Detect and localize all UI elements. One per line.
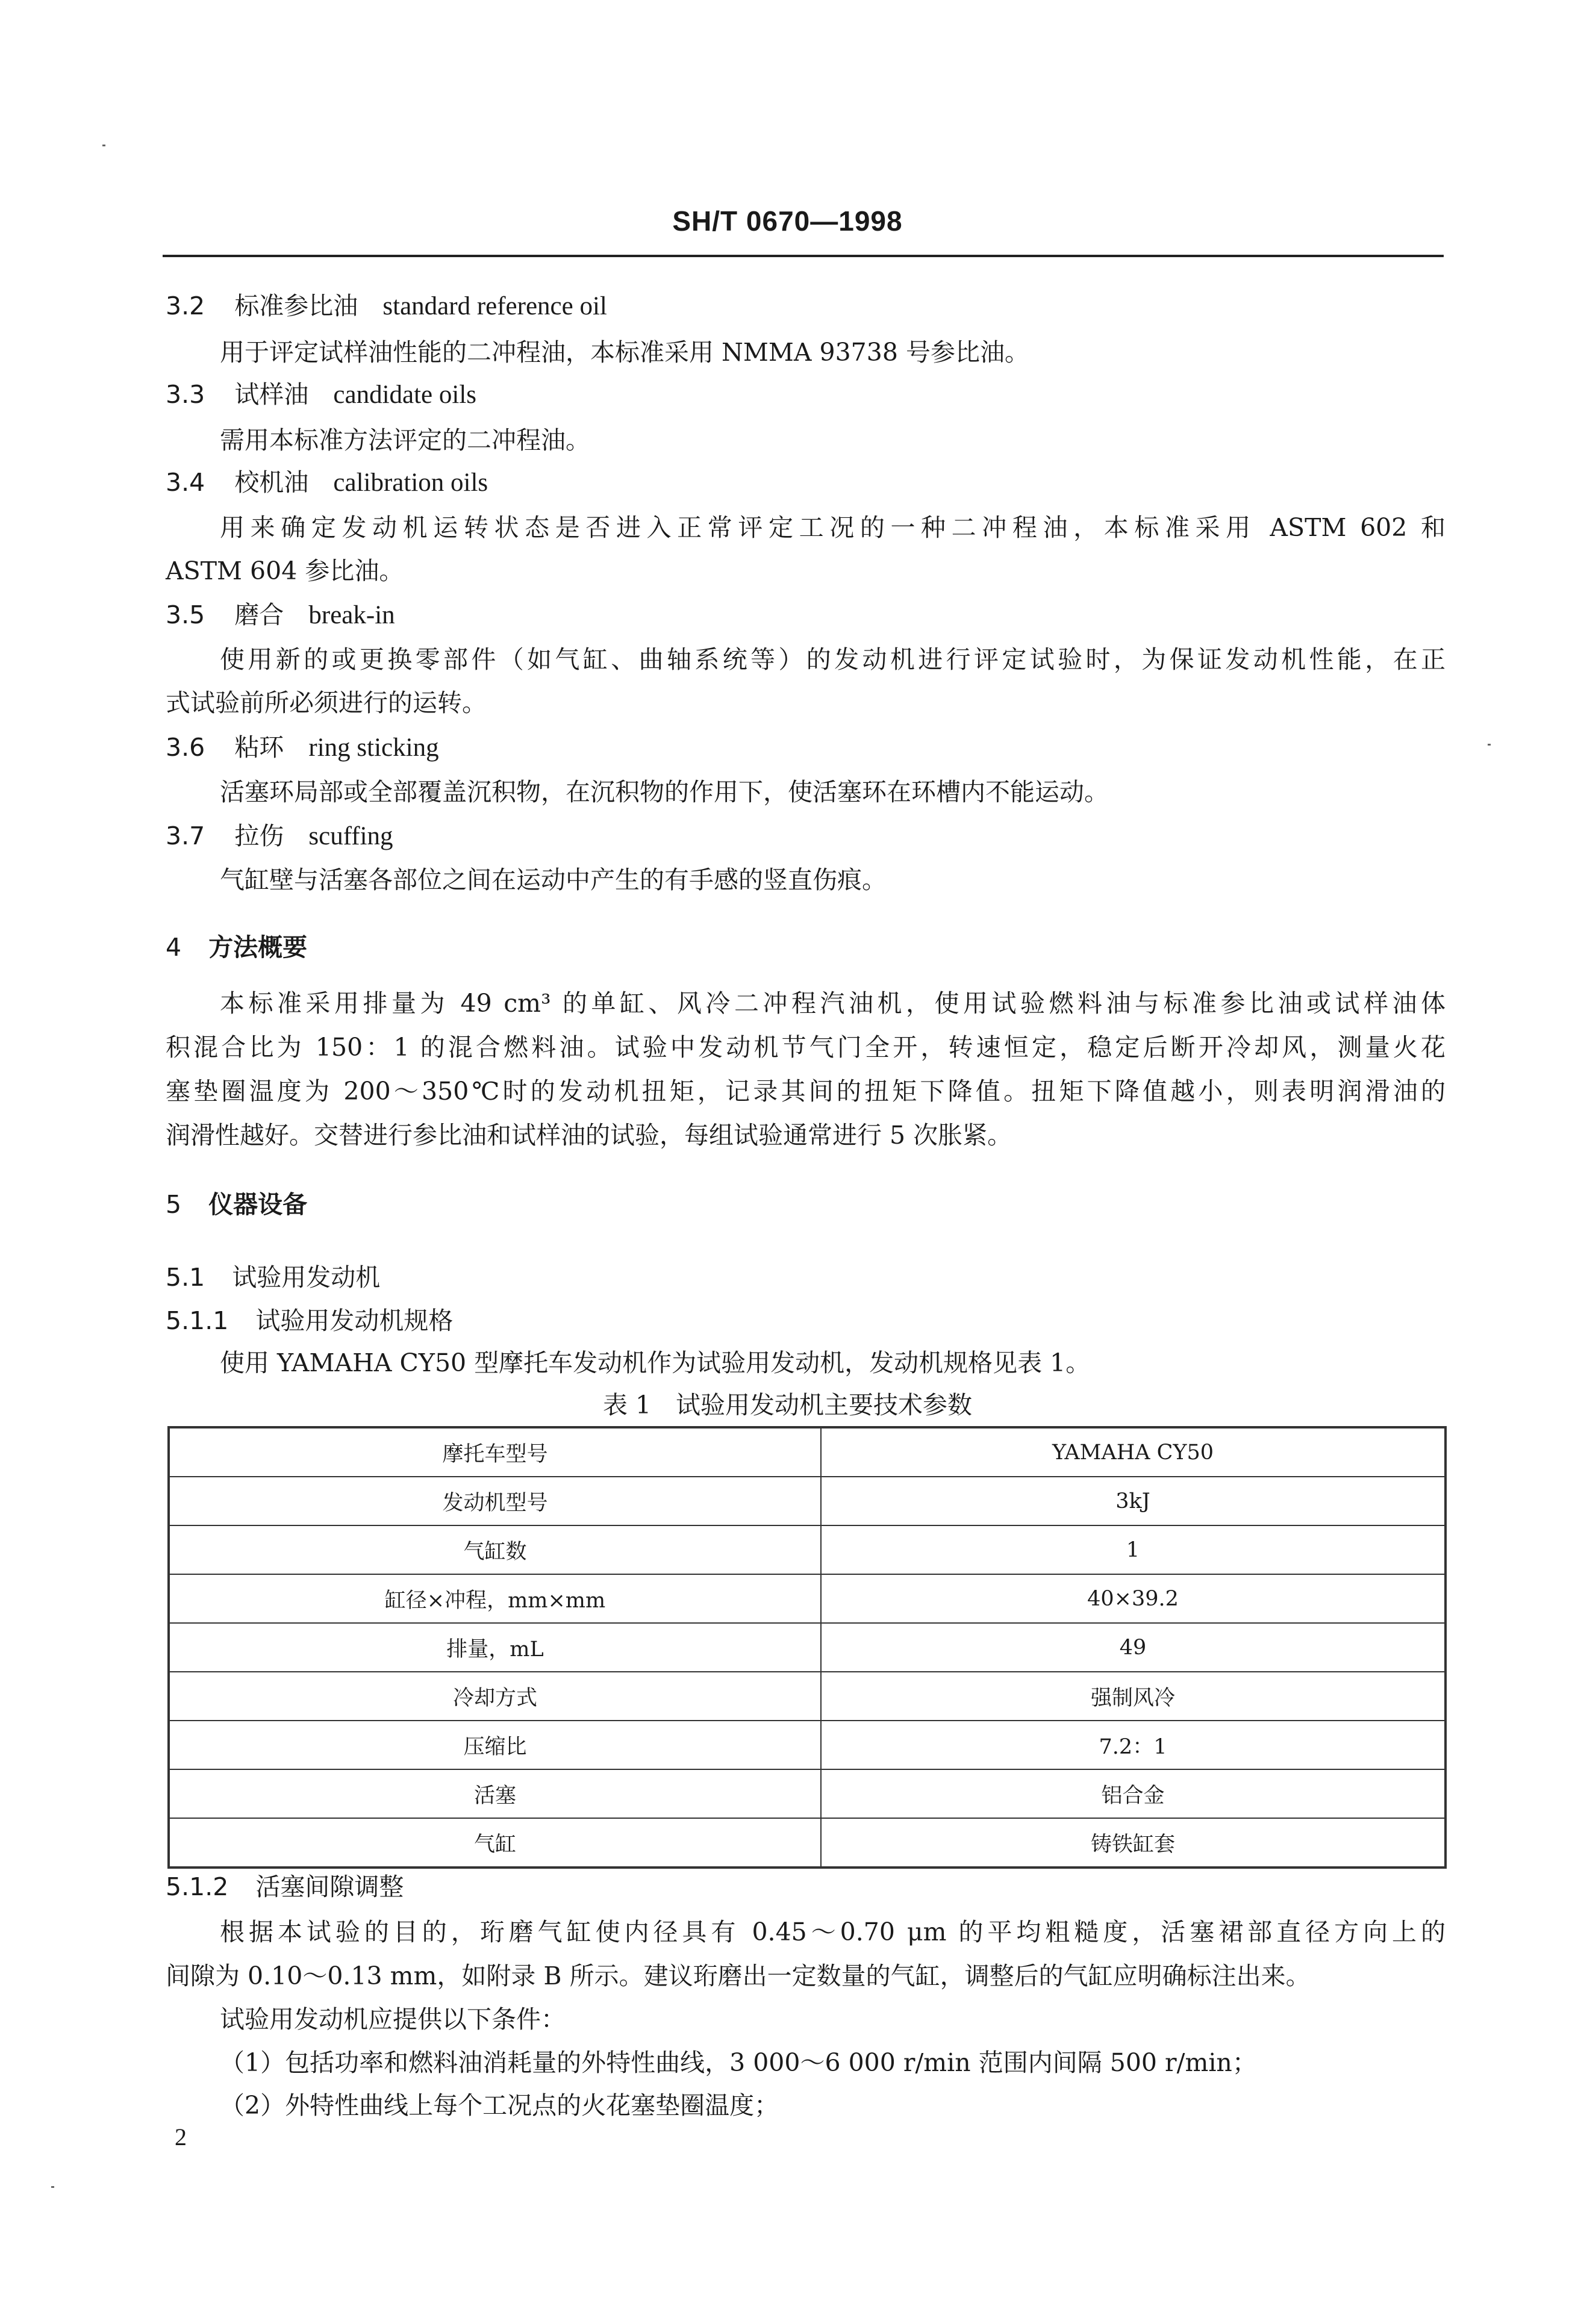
def-description: 气缸壁与活塞各部位之间在运动中产生的有手感的竖直伤痕。 — [220, 865, 887, 894]
value-cell: YAMAHA CY50 — [821, 1427, 1446, 1477]
param-cell: 压缩比 — [169, 1721, 821, 1769]
page-number: 2 — [175, 2123, 187, 2151]
section-title: 仪器设备 — [208, 1190, 308, 1219]
header-rule — [163, 255, 1444, 257]
section-heading — [166, 1185, 307, 1220]
param-cell: 摩托车型号 — [169, 1427, 821, 1477]
def-heading — [166, 286, 607, 322]
def-term-zh: 校机油 — [234, 468, 309, 497]
scan-speck — [1488, 744, 1491, 746]
table-row — [169, 1477, 1446, 1525]
section-number: 4 — [166, 933, 182, 962]
subsection-number: 5.1 — [166, 1263, 205, 1292]
def-number: 3.5 — [166, 600, 205, 629]
paragraph-line: 间隙为 0.10～0.13 mm，如附录 B 所示。建议珩磨出一定数量的气缸，调整后的气缸应明确标注出来。 — [166, 1961, 1311, 1990]
value-cell: 3kJ — [821, 1477, 1446, 1525]
def-term-zh: 拉伤 — [234, 821, 284, 850]
table-row — [169, 1818, 1446, 1868]
param-cell: 冷却方式 — [169, 1672, 821, 1721]
table-row — [169, 1769, 1446, 1818]
paragraph-line: 积混合比为 150：1 的混合燃料油。试验中发动机节气门全开，转速恒定，稳定后断开冷却风，测量火花 — [166, 1033, 1446, 1062]
def-heading — [166, 727, 439, 763]
value-cell: 铸铁缸套 — [821, 1818, 1446, 1868]
value-cell: 1 — [821, 1525, 1446, 1574]
paragraph-line: 使用 YAMAHA CY50 型摩托车发动机作为试验用发动机，发动机规格见表 1。 — [220, 1348, 1091, 1377]
def-term-en: scuffing — [308, 822, 393, 850]
def-term-zh: 磨合 — [234, 600, 284, 629]
table-caption: 表 1 试验用发动机主要技术参数 — [602, 1391, 973, 1419]
def-description: 用来确定发动机运转状态是否进入正常评定工况的一种二冲程油，本标准采用 ASTM 602 和 — [220, 513, 1446, 542]
value-cell: 铝合金 — [821, 1769, 1446, 1818]
scan-speck — [51, 2186, 54, 2188]
table-row — [169, 1672, 1446, 1721]
def-term-en: candidate oils — [333, 381, 477, 409]
def-description: 使用新的或更换零部件（如气缸、曲轴系统等）的发动机进行评定试验时，为保证发动机性能，在正 — [220, 645, 1446, 674]
paragraph-line: 润滑性越好。交替进行参比油和试样油的试验，每组试验通常进行 5 次胀紧。 — [166, 1121, 1012, 1150]
def-term-en: calibration oils — [333, 469, 488, 497]
def-description-cont: ASTM 604 参比油。 — [166, 556, 404, 585]
condition-item: （1）包括功率和燃料油消耗量的外特性曲线，3 000～6 000 r/min 范围内间隔 500 r/min； — [220, 2048, 1257, 2077]
def-description: 活塞环局部或全部覆盖沉积物，在沉积物的作用下，使活塞环在环槽内不能运动。 — [220, 777, 1109, 806]
paragraph-line: 试验用发动机应提供以下条件： — [220, 2005, 566, 2034]
def-term-zh: 试样油 — [234, 380, 309, 409]
value-cell: 40×39.2 — [821, 1574, 1446, 1623]
def-number: 3.7 — [166, 821, 205, 850]
def-number: 3.2 — [166, 291, 205, 320]
condition-item: （2）外特性曲线上每个工况点的火花塞垫圈温度； — [220, 2091, 779, 2120]
subsection-number: 5.1.2 — [166, 1872, 229, 1901]
subsection-title: 试验用发动机 — [232, 1263, 381, 1292]
engine-spec-table — [167, 1426, 1447, 1869]
def-heading — [166, 463, 488, 498]
value-cell: 7.2：1 — [821, 1721, 1446, 1769]
table-row — [169, 1623, 1446, 1672]
value-cell: 49 — [821, 1623, 1446, 1672]
subsection-title: 活塞间隙调整 — [255, 1872, 404, 1901]
scan-speck — [102, 145, 105, 146]
section-title: 方法概要 — [208, 933, 308, 962]
def-description-cont: 式试验前所必须进行的运转。 — [166, 688, 487, 717]
def-term-en: standard reference oil — [382, 292, 607, 320]
def-term-en: ring sticking — [308, 734, 439, 762]
table-row — [169, 1574, 1446, 1623]
def-number: 3.3 — [166, 380, 205, 409]
table-row — [169, 1427, 1446, 1477]
value-cell: 强制风冷 — [821, 1672, 1446, 1721]
paragraph-line: 塞垫圈温度为 200～350℃时的发动机扭矩，记录其间的扭矩下降值。扭矩下降值越小，则表明润滑油的 — [166, 1077, 1446, 1106]
def-heading — [166, 375, 476, 410]
def-term-zh: 粘环 — [234, 733, 284, 762]
def-number: 3.4 — [166, 468, 205, 497]
param-cell: 活塞 — [169, 1769, 821, 1818]
paragraph-line: 根据本试验的目的，珩磨气缸使内径具有 0.45～0.70 μm 的平均粗糙度，活塞裙部直径方向上的 — [220, 1917, 1446, 1946]
subsection-number: 5.1.1 — [166, 1306, 229, 1335]
param-cell: 气缸数 — [169, 1525, 821, 1574]
def-heading — [166, 595, 395, 631]
param-cell: 气缸 — [169, 1818, 821, 1868]
subsection-heading — [166, 1867, 404, 1902]
param-cell: 发动机型号 — [169, 1477, 821, 1525]
table-row — [169, 1721, 1446, 1769]
subsection-heading — [166, 1301, 453, 1336]
standard-code: SH/T 0670—1998 — [672, 205, 903, 237]
def-description: 用于评定试样油性能的二冲程油，本标准采用 NMMA 93738 号参比油。 — [220, 338, 1029, 367]
subsection-heading — [166, 1257, 380, 1293]
def-number: 3.6 — [166, 733, 205, 762]
param-cell: 缸径×冲程，mm×mm — [169, 1574, 821, 1623]
param-cell: 排量，mL — [169, 1623, 821, 1672]
def-heading — [166, 816, 393, 852]
def-term-en: break-in — [308, 601, 395, 629]
def-description: 需用本标准方法评定的二冲程油。 — [220, 426, 590, 455]
paragraph-line: 本标准采用排量为 49 cm³ 的单缸、风冷二冲程汽油机，使用试验燃料油与标准参比油或试样油体 — [220, 989, 1446, 1018]
def-term-zh: 标准参比油 — [234, 291, 358, 320]
section-heading — [166, 927, 307, 963]
subsection-title: 试验用发动机规格 — [255, 1306, 454, 1335]
section-number: 5 — [166, 1190, 182, 1219]
table-row — [169, 1525, 1446, 1574]
